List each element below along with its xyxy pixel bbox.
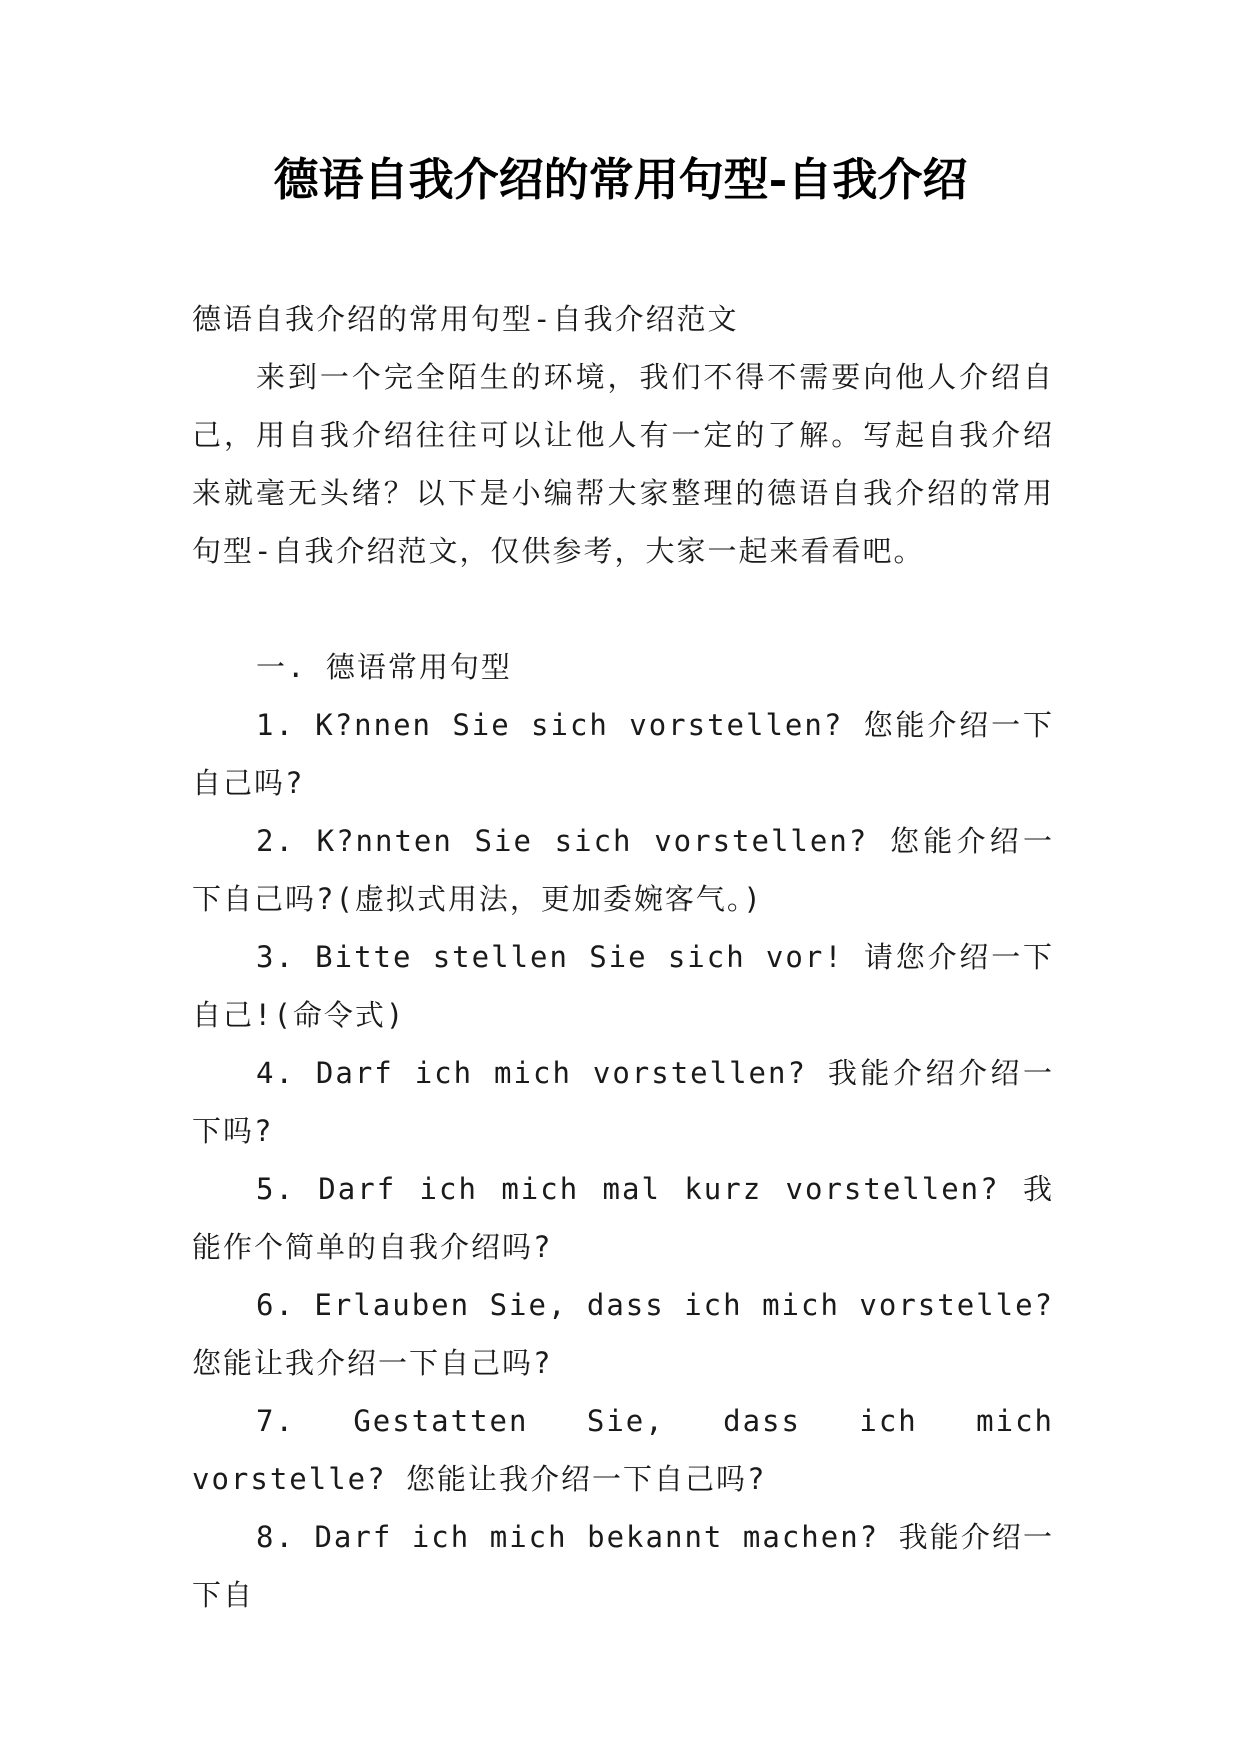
list-item: 1. K?nnen Sie sich vorstellen? 您能介绍一下自己吗? <box>192 708 1054 800</box>
list-item: 7. Gestatten Sie, dass ich mich vorstelle? 您能让我介绍一下自己吗? <box>192 1404 1054 1496</box>
list-item: 3. Bitte stellen Sie sich vor! 请您介绍一下自己!(命令式) <box>192 940 1054 1032</box>
page-title: 德语自我介绍的常用句型-自我介绍 <box>273 153 968 206</box>
paragraph-spacer <box>192 580 1054 638</box>
list-item: 2. K?nnten Sie sich vorstellen? 您能介绍一下自己吗?(虚拟式用法，更加委婉客气。) <box>192 824 1054 916</box>
section-heading: 一. 德语常用句型 <box>256 650 512 684</box>
list-item: 5. Darf ich mich mal kurz vorstellen? 我能作个简单的自我介绍吗? <box>192 1172 1054 1264</box>
document-body <box>192 290 1054 1624</box>
list-item: 6. Erlauben Sie, dass ich mich vorstelle? 您能让我介绍一下自己吗? <box>192 1288 1054 1380</box>
intro-paragraph: 来到一个完全陌生的环境，我们不得不需要向他人介绍自己，用自我介绍往往可以让他人有一定的了解。写起自我介绍来就毫无头绪？以下是小编帮大家整理的德语自我介绍的常用句型-自我介绍范文，仅供参考，大家一起来看看吧。 <box>192 360 1054 568</box>
subtitle: 德语自我介绍的常用句型-自我介绍范文 <box>192 302 739 336</box>
list-item: 4. Darf ich mich vorstellen? 我能介绍介绍一下吗? <box>192 1056 1054 1148</box>
list-item: 8. Darf ich mich bekannt machen? 我能介绍一下自 <box>192 1520 1054 1612</box>
